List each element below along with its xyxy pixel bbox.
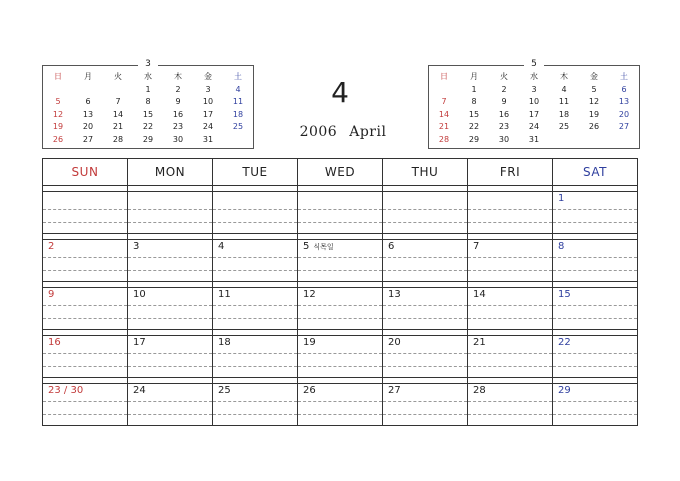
note-line — [213, 318, 297, 319]
day-number: 15 — [558, 289, 571, 300]
next-month-title: 5 — [531, 59, 537, 69]
note-line — [298, 222, 382, 223]
mini-date: 7 — [441, 97, 447, 106]
note-line — [468, 209, 552, 210]
note-line — [213, 366, 297, 367]
day-number: 8 — [558, 241, 565, 252]
mini-date: 26 — [588, 122, 600, 131]
day-number: 9 — [48, 289, 55, 300]
next-month-grid — [429, 71, 639, 146]
mini-weekday-label: 木 — [560, 72, 568, 81]
day-cell-body — [213, 191, 297, 233]
day-cell[interactable] — [553, 191, 638, 234]
day-cell[interactable] — [553, 239, 638, 282]
day-cell-body — [298, 335, 382, 377]
day-cell[interactable] — [298, 191, 383, 234]
day-number: 14 — [473, 289, 486, 300]
day-number: 5 식목일 — [303, 241, 334, 252]
mini-date — [103, 84, 133, 97]
day-cell[interactable] — [553, 287, 638, 330]
note-line — [468, 222, 552, 223]
day-cell-body — [468, 239, 552, 281]
day-number: 11 — [218, 289, 231, 300]
note-line — [468, 270, 552, 271]
mini-date: 9 — [175, 97, 181, 106]
note-line — [213, 270, 297, 271]
mini-date: 23 — [172, 122, 184, 131]
day-cell-body — [128, 191, 212, 233]
day-cell[interactable] — [383, 383, 468, 426]
day-cell-body — [553, 239, 637, 281]
prev-month-grid — [43, 71, 253, 146]
day-cell-body — [553, 287, 637, 329]
note-line — [128, 318, 212, 319]
day-cell-body — [298, 383, 382, 425]
mini-date: 18 — [558, 109, 570, 119]
note-line — [553, 353, 637, 354]
mini-date: 24 — [202, 122, 214, 131]
day-cell[interactable] — [298, 335, 383, 378]
day-number: 25 — [218, 385, 231, 396]
note-line — [213, 353, 297, 354]
day-number: 4 — [218, 241, 225, 252]
mini-date: 25 — [232, 122, 244, 131]
note-line — [298, 270, 382, 271]
day-cell[interactable] — [213, 239, 298, 282]
mini-date: 14 — [112, 109, 124, 119]
mini-weekday-label: 火 — [114, 72, 122, 81]
mini-weekday-label: 金 — [204, 72, 212, 81]
mini-date: 17 — [202, 109, 214, 119]
mini-date: 22 — [142, 122, 154, 131]
mini-weekday-label: 木 — [174, 72, 182, 81]
day-cell[interactable] — [43, 191, 128, 234]
day-cell[interactable] — [128, 383, 213, 426]
day-cell[interactable] — [383, 287, 468, 330]
mini-date: 31 — [202, 134, 214, 144]
mini-date: 4 — [561, 84, 567, 94]
day-number: 27 — [388, 385, 401, 396]
note-line — [298, 366, 382, 367]
note-line — [553, 222, 637, 223]
mini-date: 26 — [52, 134, 64, 144]
note-line — [383, 257, 467, 258]
mini-date: 5 — [55, 97, 61, 106]
weekday-header-wed: WED — [298, 159, 383, 186]
note-line — [128, 366, 212, 367]
day-cell-body — [553, 191, 637, 233]
note-line — [128, 305, 212, 306]
mini-date: 27 — [618, 122, 630, 131]
note-line — [43, 305, 127, 306]
day-cell-body — [553, 335, 637, 377]
mini-date: 4 — [235, 84, 241, 94]
note-line — [128, 209, 212, 210]
day-number: 19 — [303, 337, 316, 348]
note-line — [553, 414, 637, 415]
mini-date: 15 — [142, 109, 154, 119]
day-number: 2 — [48, 241, 55, 252]
note-line — [213, 222, 297, 223]
mini-date: 21 — [438, 122, 450, 131]
day-cell[interactable] — [468, 335, 553, 378]
note-line — [553, 318, 637, 319]
day-number: 7 — [473, 241, 480, 252]
day-number: 29 — [558, 385, 571, 396]
note-line — [468, 414, 552, 415]
mini-weekday-label: 水 — [144, 72, 152, 81]
mini-date: 13 — [82, 109, 94, 119]
note-line — [128, 222, 212, 223]
holiday-note: 식목일 — [313, 243, 334, 251]
day-number: 1 — [558, 193, 565, 204]
day-cell-body — [43, 383, 127, 425]
day-cell[interactable] — [298, 239, 383, 282]
note-line — [383, 414, 467, 415]
day-cell-body — [298, 191, 382, 233]
note-line — [213, 257, 297, 258]
day-cell[interactable] — [468, 191, 553, 234]
note-line — [383, 222, 467, 223]
weekday-header-mon: MON — [128, 159, 213, 186]
day-number: 12 — [303, 289, 316, 300]
mini-date: 24 — [528, 122, 540, 131]
mini-date: 25 — [558, 122, 570, 131]
mini-date: 28 — [112, 134, 124, 144]
note-line — [298, 414, 382, 415]
weekday-header-fri: FRI — [468, 159, 553, 186]
note-line — [128, 353, 212, 354]
note-line — [298, 305, 382, 306]
note-line — [298, 257, 382, 258]
note-line — [128, 414, 212, 415]
mini-date: 29 — [142, 134, 154, 144]
day-cell[interactable] — [43, 239, 128, 282]
day-cell[interactable] — [383, 335, 468, 378]
mini-date — [549, 134, 579, 147]
mini-date: 19 — [52, 122, 64, 131]
month-calendar-grid — [42, 158, 638, 426]
note-line — [468, 401, 552, 402]
mini-date: 18 — [232, 109, 244, 119]
mini-date: 10 — [202, 97, 214, 106]
day-number: 18 — [218, 337, 231, 348]
mini-weekday-label: 日 — [54, 72, 62, 81]
note-line — [43, 414, 127, 415]
mini-date — [609, 134, 639, 147]
note-line — [383, 366, 467, 367]
day-cell[interactable] — [468, 287, 553, 330]
note-line — [553, 366, 637, 367]
week-row — [43, 335, 638, 378]
day-cell-body — [468, 287, 552, 329]
note-line — [553, 305, 637, 306]
day-cell[interactable] — [213, 287, 298, 330]
day-cell[interactable] — [383, 239, 468, 282]
day-cell-body — [383, 383, 467, 425]
next-month-mini-calendar — [428, 59, 640, 149]
day-cell[interactable] — [213, 191, 298, 234]
note-line — [298, 318, 382, 319]
month-name: April — [349, 124, 387, 140]
mini-date: 7 — [115, 97, 121, 106]
day-cell-body — [383, 239, 467, 281]
weekday-header-thu: THU — [383, 159, 468, 186]
day-number: 17 — [133, 337, 146, 348]
day-cell[interactable] — [298, 383, 383, 426]
day-cell-body — [468, 335, 552, 377]
mini-date: 17 — [528, 109, 540, 119]
day-cell-body — [553, 383, 637, 425]
mini-weekday-label: 水 — [530, 72, 538, 81]
mini-date: 22 — [468, 122, 480, 131]
note-line — [468, 366, 552, 367]
note-line — [43, 222, 127, 223]
mini-date: 14 — [438, 109, 450, 119]
note-line — [298, 209, 382, 210]
note-line — [43, 353, 127, 354]
note-line — [128, 270, 212, 271]
note-line — [213, 305, 297, 306]
day-number: 28 — [473, 385, 486, 396]
mini-weekday-label: 土 — [620, 72, 628, 81]
note-line — [383, 318, 467, 319]
note-line — [43, 270, 127, 271]
day-cell-body — [298, 287, 382, 329]
day-number: 23 / 30 — [48, 385, 84, 396]
day-cell-body — [468, 191, 552, 233]
mini-date: 27 — [82, 134, 94, 144]
day-cell[interactable] — [213, 383, 298, 426]
mini-date: 21 — [112, 122, 124, 131]
day-cell[interactable] — [43, 335, 128, 378]
mini-date: 30 — [172, 134, 184, 144]
note-line — [298, 353, 382, 354]
day-cell-body — [468, 383, 552, 425]
mini-date: 6 — [621, 84, 627, 94]
mini-weekday-label: 土 — [234, 72, 242, 81]
mini-date: 6 — [85, 97, 91, 106]
note-line — [468, 353, 552, 354]
mini-date: 2 — [175, 84, 181, 94]
day-cell-body — [383, 287, 467, 329]
mini-date: 16 — [172, 109, 184, 119]
week-row — [43, 191, 638, 234]
mini-date: 3 — [205, 84, 211, 94]
mini-date: 30 — [498, 134, 510, 144]
mini-date: 12 — [52, 109, 64, 119]
mini-date: 11 — [558, 97, 570, 106]
mini-date — [223, 134, 253, 147]
day-cell[interactable] — [128, 287, 213, 330]
note-line — [383, 209, 467, 210]
note-line — [43, 401, 127, 402]
weekday-header-tue: TUE — [213, 159, 298, 186]
mini-date: 12 — [588, 97, 600, 106]
month-number: 4 — [331, 76, 349, 109]
day-cell[interactable] — [553, 383, 638, 426]
mini-date — [73, 84, 103, 97]
prev-month-title: 3 — [145, 59, 151, 69]
mini-date — [579, 134, 609, 147]
mini-date: 31 — [528, 134, 540, 144]
day-number: 26 — [303, 385, 316, 396]
day-cell[interactable] — [43, 287, 128, 330]
mini-weekday-label: 月 — [84, 72, 92, 81]
note-line — [383, 305, 467, 306]
day-cell-body — [43, 287, 127, 329]
mini-date: 8 — [145, 97, 151, 106]
mini-date: 1 — [145, 84, 151, 94]
day-cell[interactable] — [468, 239, 553, 282]
day-cell-body — [213, 383, 297, 425]
note-line — [43, 209, 127, 210]
day-cell-body — [213, 287, 297, 329]
day-cell-body — [128, 383, 212, 425]
note-line — [553, 401, 637, 402]
mini-weekday-label: 日 — [440, 72, 448, 81]
day-number: 16 — [48, 337, 61, 348]
day-cell[interactable] — [128, 335, 213, 378]
day-cell-body — [43, 239, 127, 281]
note-line — [128, 401, 212, 402]
note-line — [43, 318, 127, 319]
day-cell[interactable] — [298, 287, 383, 330]
day-number: 6 — [388, 241, 395, 252]
day-cell[interactable] — [128, 191, 213, 234]
weekday-header-sun: SUN — [43, 159, 128, 186]
day-cell-body — [43, 191, 127, 233]
day-cell[interactable] — [468, 383, 553, 426]
mini-date: 23 — [498, 122, 510, 131]
mini-weekday-label: 金 — [590, 72, 598, 81]
day-cell-body — [43, 335, 127, 377]
mini-date: 15 — [468, 109, 480, 119]
note-line — [468, 318, 552, 319]
note-line — [43, 366, 127, 367]
note-line — [383, 353, 467, 354]
mini-weekday-label: 月 — [470, 72, 478, 81]
mini-date — [429, 84, 459, 97]
mini-date: 29 — [468, 134, 480, 144]
day-cell-body — [213, 239, 297, 281]
day-cell-body — [383, 191, 467, 233]
mini-date: 28 — [438, 134, 450, 144]
note-line — [553, 209, 637, 210]
note-line — [553, 257, 637, 258]
note-line — [43, 257, 127, 258]
note-line — [553, 270, 637, 271]
day-cell[interactable] — [213, 335, 298, 378]
note-line — [213, 414, 297, 415]
note-line — [383, 270, 467, 271]
year-month-label — [278, 124, 408, 140]
mini-date: 20 — [618, 109, 630, 119]
day-number: 24 — [133, 385, 146, 396]
mini-date: 3 — [531, 84, 537, 94]
weekday-header-sat: SAT — [553, 159, 638, 186]
mini-date: 2 — [501, 84, 507, 94]
mini-date: 8 — [471, 97, 477, 106]
day-cell[interactable] — [383, 191, 468, 234]
day-number: 20 — [388, 337, 401, 348]
mini-date: 19 — [588, 109, 600, 119]
day-number: 22 — [558, 337, 571, 348]
note-line — [213, 401, 297, 402]
note-line — [128, 257, 212, 258]
prev-month-mini-calendar — [42, 59, 254, 149]
note-line — [468, 305, 552, 306]
day-number: 3 — [133, 241, 140, 252]
note-line — [468, 257, 552, 258]
year: 2006 — [299, 124, 338, 140]
day-cell-body — [298, 239, 382, 281]
mini-date: 9 — [501, 97, 507, 106]
week-row — [43, 239, 638, 282]
day-cell-body — [213, 335, 297, 377]
day-cell[interactable] — [553, 335, 638, 378]
day-cell-body — [128, 287, 212, 329]
day-number: 13 — [388, 289, 401, 300]
mini-date: 5 — [591, 84, 597, 94]
day-cell-body — [383, 335, 467, 377]
note-line — [213, 209, 297, 210]
week-row — [43, 383, 638, 426]
mini-date: 16 — [498, 109, 510, 119]
note-line — [383, 401, 467, 402]
mini-date: 10 — [528, 97, 540, 106]
day-cell[interactable] — [43, 383, 128, 426]
mini-date: 11 — [232, 97, 244, 106]
weekday-header-row — [43, 159, 638, 186]
mini-date: 1 — [471, 84, 477, 94]
mini-date — [43, 84, 73, 97]
week-row — [43, 287, 638, 330]
day-cell[interactable] — [128, 239, 213, 282]
day-number: 10 — [133, 289, 146, 300]
note-line — [298, 401, 382, 402]
day-number: 21 — [473, 337, 486, 348]
mini-date: 13 — [618, 97, 630, 106]
day-cell-body — [128, 335, 212, 377]
day-cell-body — [128, 239, 212, 281]
mini-weekday-label: 火 — [500, 72, 508, 81]
mini-date: 20 — [82, 122, 94, 131]
